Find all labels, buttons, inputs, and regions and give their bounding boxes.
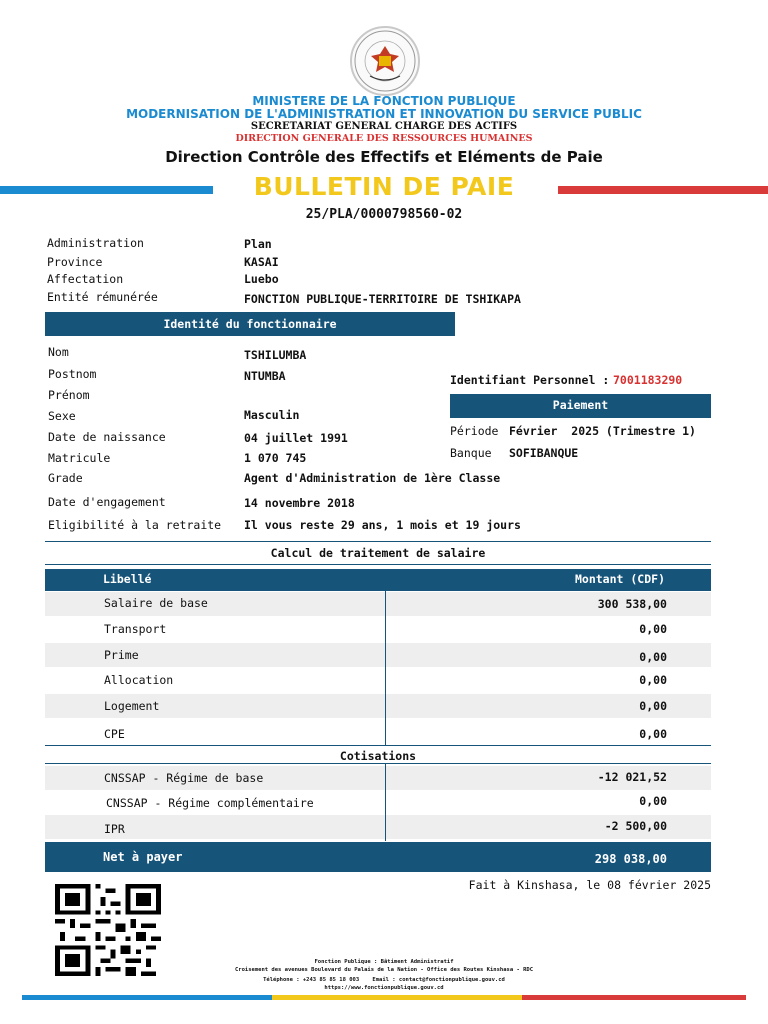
table-row-amount: 300 538,00 [597, 597, 667, 611]
engagement-value: 14 novembre 2018 [244, 496, 355, 510]
retraite-label: Eligibilité à la retraite [48, 518, 222, 532]
footer-line-3: Téléphone : +243 85 85 18 003 Email : contact@fonctionpublique.gouv.cd [263, 977, 505, 983]
document-reference: 25/PLA/0000798560-02 [305, 207, 463, 222]
direction-controle-title: Direction Contrôle des Effectifs et Eléments de Paie [165, 148, 603, 166]
table-vertical-divider [385, 591, 386, 745]
table-row-label: IPR [104, 822, 125, 836]
footer-line-1: Fonction Publique : Bâtiment Administratif [314, 959, 454, 965]
administration-label: Administration [47, 236, 144, 250]
modernisation-title: MODERNISATION DE L'ADMINISTRATION ET INNOVATION DU SERVICE PUBLIC [126, 107, 642, 121]
cotisations-sub-divider [45, 763, 711, 764]
prenom-label: Prénom [48, 388, 90, 402]
footer-link[interactable]: https://www.fonctionpublique.gouv.cd [324, 985, 444, 991]
net-a-payer-bar [45, 842, 711, 872]
province-label: Province [47, 255, 103, 269]
nom-label: Nom [48, 345, 69, 359]
identifiant-personnel-label: Identifiant Personnel : [450, 373, 610, 387]
col-montant-header: Montant (CDF) [574, 572, 665, 586]
administration-value: Plan [244, 237, 272, 251]
postnom-label: Postnom [48, 367, 97, 381]
net-a-payer-value: 298 038,00 [594, 852, 667, 866]
paiement-section-header: Paiement [450, 394, 711, 418]
grade-value: Agent d'Administration de 1ère Classe [244, 471, 501, 485]
province-value: KASAI [244, 255, 279, 269]
table-row-label: Transport [104, 622, 167, 636]
matricule-label: Matricule [48, 451, 111, 465]
grade-label: Grade [48, 471, 83, 485]
table-row-amount: 0,00 [639, 673, 667, 687]
entite-label: Entité rémunérée [47, 290, 158, 304]
table-row-amount: 0,00 [639, 699, 667, 713]
table-row-amount: 0,00 [639, 650, 667, 664]
government-seal-logo [350, 26, 420, 96]
footer-line-2: Croisement des avenues Boulevard du Palais de la Nation - Office des Routes Kinshasa - RDC [234, 967, 533, 973]
seal-emblem-icon [352, 28, 418, 94]
naissance-label: Date de naissance [48, 430, 166, 444]
net-a-payer-label: Net à payer [103, 850, 183, 864]
nom-value: TSHILUMBA [244, 348, 307, 362]
calcul-sub-divider [45, 564, 711, 565]
sexe-value: Masculin [244, 408, 300, 422]
engagement-label: Date d'engagement [48, 495, 166, 509]
row-bg-3 [45, 643, 711, 667]
affectation-label: Affectation [47, 272, 124, 286]
secretariat-title: SECRETARIAT GENERAL CHARGE DES ACTIFS [250, 121, 518, 132]
cotisations-title: Cotisations [339, 749, 417, 763]
naissance-value: 04 juillet 1991 [244, 431, 348, 445]
footer-bar-blue [22, 995, 272, 1000]
table-row-label: Allocation [104, 673, 174, 687]
retraite-value: Il vous reste 29 ans, 1 mois et 19 jours [244, 518, 521, 532]
fait-a-text: Fait à Kinshasa, le 08 février 2025 [468, 878, 711, 892]
table-row-amount: -12 021,52 [597, 770, 667, 784]
table-row-label: Salaire de base [104, 596, 208, 610]
calcul-section-title: Calcul de traitement de salaire [270, 546, 486, 560]
table-row-amount: 0,00 [639, 794, 667, 808]
identifiant-personnel-value: 7001183290 [613, 373, 683, 387]
ministry-title: MINISTERE DE LA FONCTION PUBLIQUE [252, 94, 516, 108]
sexe-label: Sexe [48, 409, 76, 423]
footer-bar-yellow [272, 995, 522, 1000]
periode-value: Février 2025 (Trimestre 1) [509, 424, 696, 438]
document-title: BULLETIN DE PAIE [253, 172, 515, 201]
affectation-value: Luebo [244, 272, 279, 286]
cotisations-top-divider [45, 745, 711, 746]
table-row-label: CNSSAP - Régime complémentaire [106, 796, 314, 810]
entite-value: FONCTION PUBLIQUE-TERRITOIRE DE TSHIKAPA [244, 292, 521, 306]
col-libelle-header: Libellé [103, 572, 152, 586]
table-row-label: CPE [104, 727, 125, 741]
salary-table-header [45, 569, 711, 591]
calcul-top-divider [45, 541, 711, 542]
matricule-value: 1 070 745 [244, 451, 307, 465]
table-row-label: CNSSAP - Régime de base [104, 771, 264, 785]
cotisations-vertical-divider [385, 763, 386, 841]
banque-label: Banque [450, 446, 492, 460]
banque-value: SOFIBANQUE [509, 446, 579, 460]
table-row-amount: -2 500,00 [604, 819, 667, 833]
direction-rh-title: DIRECTION GENERALE DES RESSOURCES HUMAINES [235, 133, 533, 144]
table-row-amount: 0,00 [639, 622, 667, 636]
identite-section-header: Identité du fonctionnaire [45, 312, 455, 336]
periode-label: Période [450, 424, 499, 438]
table-row-label: Logement [104, 699, 160, 713]
postnom-value: NTUMBA [244, 369, 286, 383]
footer-bar-red [522, 995, 746, 1000]
table-row-amount: 0,00 [639, 727, 667, 741]
table-row-label: Prime [104, 648, 139, 662]
